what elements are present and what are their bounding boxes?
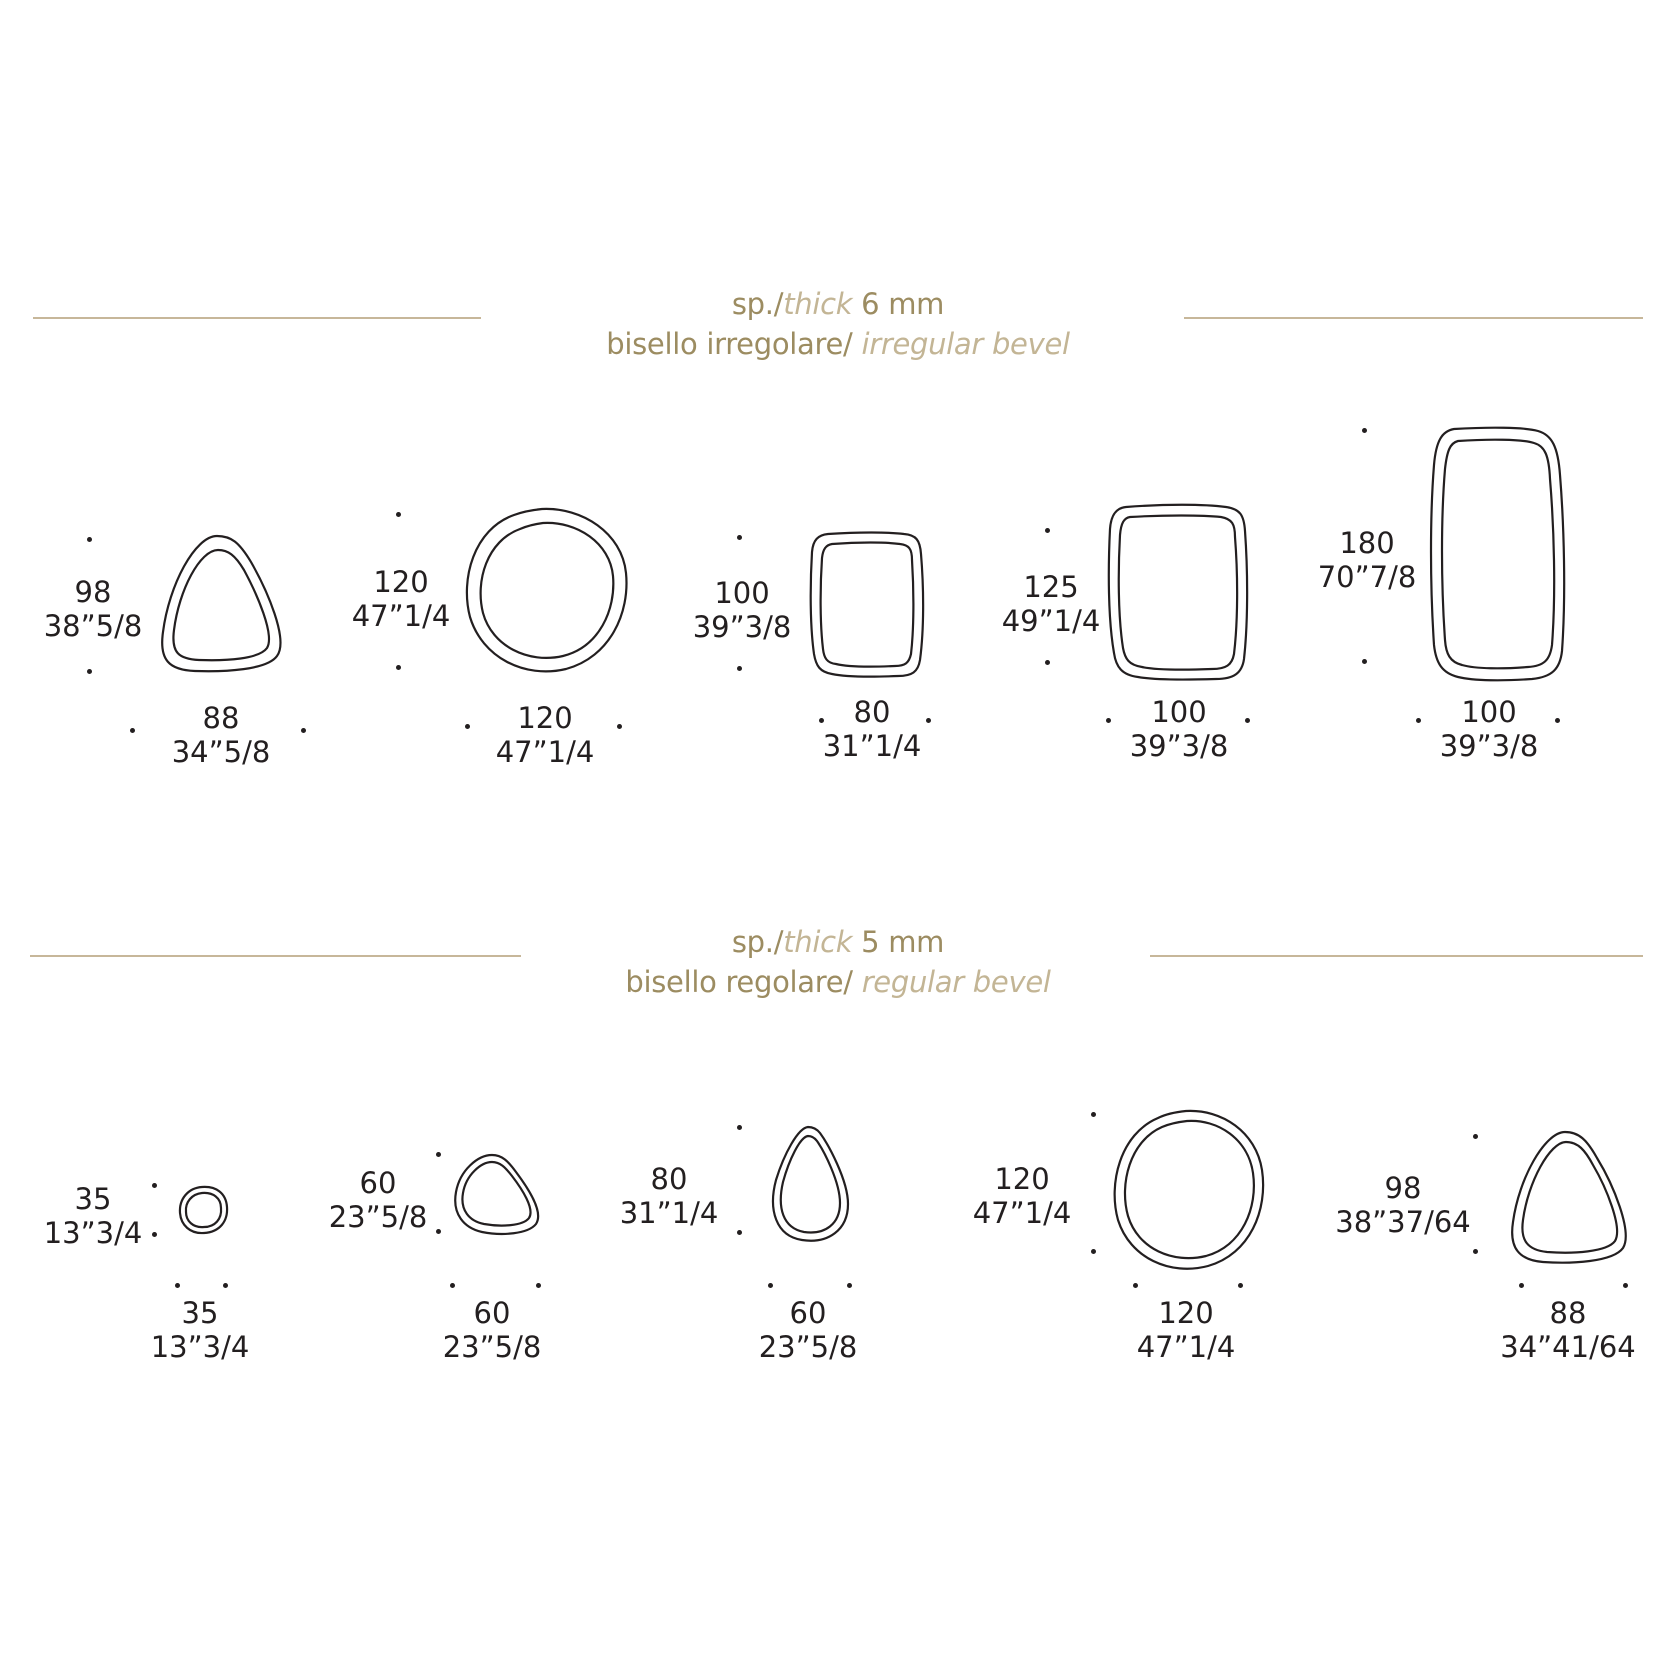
dimension-dot [396,665,401,670]
section2-heading [0,922,1676,1002]
mirror-drop-shape [768,1124,852,1244]
width-label: 100 39”3/8 [1129,695,1229,763]
height-label: 120 47”1/4 [972,1162,1072,1230]
width-label: 88 34”5/8 [171,701,271,769]
dimension-dot [1362,428,1367,433]
dimension-dot [1473,1249,1478,1254]
mirror-rectangle-shape [808,530,928,678]
width-label: 120 47”1/4 [1136,1296,1236,1364]
dimension-dot [175,1283,180,1288]
width-label: 120 47”1/4 [495,701,595,769]
height-label: 98 38”5/8 [43,575,143,643]
dimension-dot [1091,1112,1096,1117]
dimension-dot [737,1230,742,1235]
mirror-small-round-shape [178,1185,230,1235]
dimension-dot [1133,1283,1138,1288]
mirror-rectangle-large-shape [1104,503,1254,681]
section2-bevel: bisello regolare/ regular bevel [625,965,1051,999]
dimension-dot [1045,660,1050,665]
mirror-round-shape [462,505,632,675]
section1-thickness: sp./thick 6 mm [731,287,945,321]
height-label: 98 38”37/64 [1335,1171,1471,1239]
mirror-tall-rectangle-shape [1428,425,1568,681]
dimension-dot [87,537,92,542]
width-label: 80 31”1/4 [822,695,922,763]
dimension-dot [737,535,742,540]
mirror-triangle-shape [155,530,285,680]
height-label: 100 39”3/8 [692,576,792,644]
dimension-dot [87,669,92,674]
height-label: 120 47”1/4 [351,565,451,633]
width-label: 35 13”3/4 [150,1296,250,1364]
dimension-dot [450,1283,455,1288]
dimension-dot [536,1283,541,1288]
dimension-dot [1473,1134,1478,1139]
height-label: 125 49”1/4 [1001,570,1101,638]
section1-bevel: bisello irregolare/ irregular bevel [606,327,1070,361]
dimension-dot [768,1283,773,1288]
width-label: 100 39”3/8 [1439,695,1539,763]
mirror-small-triangle-shape [452,1152,542,1236]
mirror-large-round-shape [1110,1108,1266,1272]
height-label: 80 31”1/4 [619,1162,719,1230]
width-label: 60 23”5/8 [442,1296,542,1364]
section1-heading [0,284,1676,364]
dimension-dot [737,666,742,671]
dimension-dot [1623,1283,1628,1288]
dimension-dot [1045,528,1050,533]
width-label: 88 34”41/64 [1500,1296,1636,1364]
dimension-dot [1091,1249,1096,1254]
dimension-dot [737,1125,742,1130]
dimension-dot [1519,1283,1524,1288]
width-label: 60 23”5/8 [758,1296,858,1364]
dimension-dot [436,1152,441,1157]
dimension-dot [396,512,401,517]
height-label: 60 23”5/8 [328,1166,428,1234]
mirror-triangle-shape [1505,1128,1631,1268]
dimension-dot [223,1283,228,1288]
dimension-dot [1238,1283,1243,1288]
height-label: 35 13”3/4 [43,1182,143,1250]
dimension-dot [847,1283,852,1288]
dimension-dot [1362,659,1367,664]
section2-thickness: sp./thick 5 mm [731,925,945,959]
height-label: 180 70”7/8 [1317,526,1417,594]
